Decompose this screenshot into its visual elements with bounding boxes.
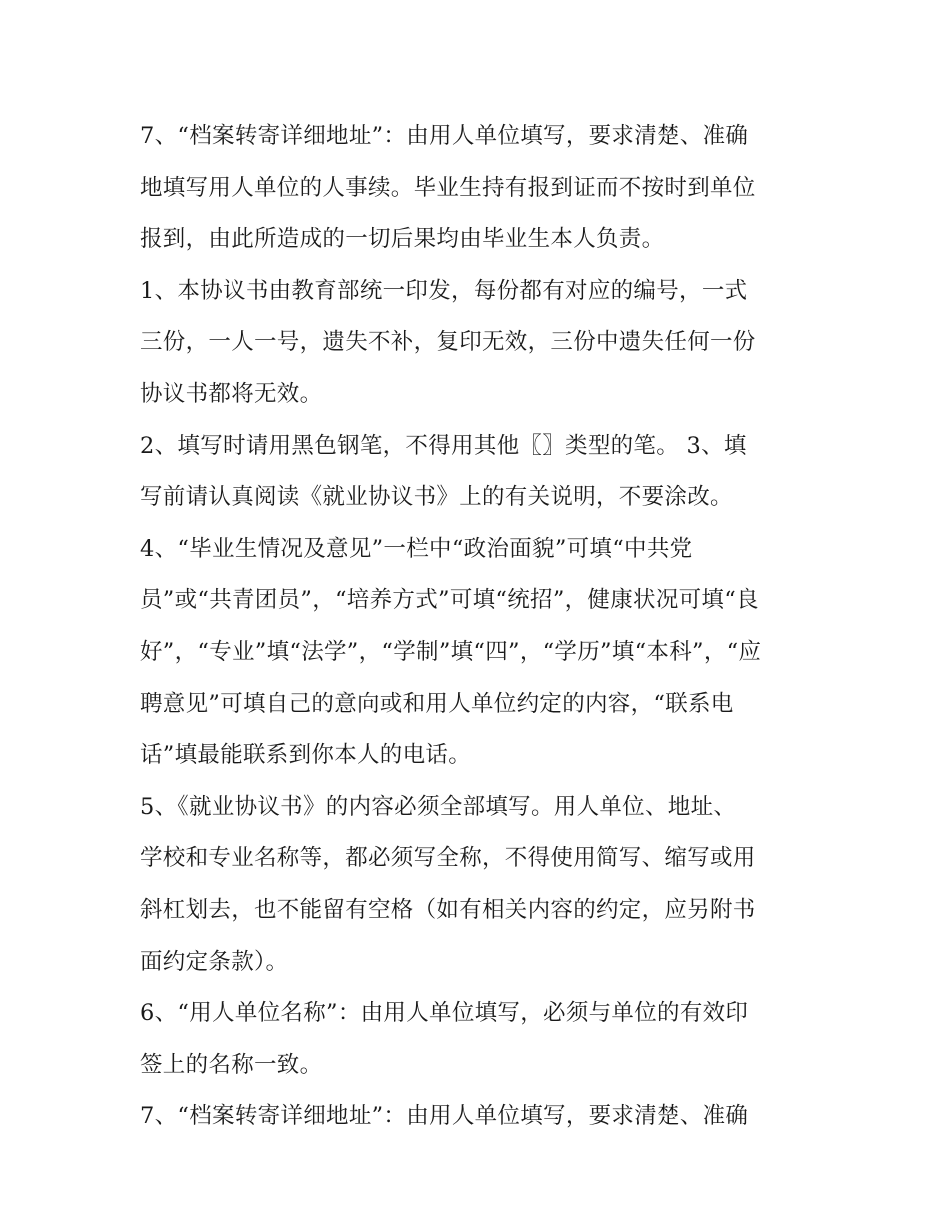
text-line: 4、“毕业生情况及意见”一栏中“政治面貌”可填“中共党: [140, 535, 693, 562]
text-line: 1、本协议书由教育部统一印发，每份都有对应的编号，一式: [140, 277, 748, 304]
text-line: 聘意见”可填自己的意向或和用人单位约定的内容，“联系电: [140, 690, 734, 717]
text-line: 学校和专业名称等，都必须写全称，不得使用简写、缩写或用: [140, 845, 756, 872]
text-line: 7、“档案转寄详细地址”：由用人单位填写，要求清楚、准确: [140, 1103, 749, 1130]
text-line: 三份，一人一号，遗失不补，复印无效，三份中遗失任何一份: [140, 329, 756, 356]
text-line: 协议书都将无效。: [140, 380, 323, 407]
text-line: 员”或“共青团员”，“培养方式”可填“统招”，健康状况可填“良: [140, 587, 759, 614]
text-line: 6、“用人单位名称”：由用人单位填写，必须与单位的有效印: [140, 1000, 749, 1027]
text-line: 报到，由此所造成的一切后果均由毕业生本人负责。: [140, 226, 665, 253]
text-line: 好”，“专业”填“法学”，“学制”填“四”，“学历”填“本科”，“应: [140, 638, 762, 665]
paragraph-item-4: [140, 524, 820, 782]
paragraph-item-6: [140, 988, 820, 1091]
text-line: 面约定条款）。: [140, 948, 289, 975]
text-line: 斜杠划去，也不能留有空格（如有相关内容的约定，应另附书: [140, 896, 756, 923]
paragraph-item-2-3: [140, 421, 820, 524]
text-line: 写前请认真阅读《就业协议书》上的有关说明，不要涂改。: [140, 484, 733, 511]
text-line: 签上的名称一致。: [140, 1051, 323, 1078]
paragraph-item-1: [140, 266, 820, 421]
text-line: 5、《就业协议书》的内容必须全部填写。用人单位、地址、: [140, 793, 737, 820]
paragraph-item-5: [140, 782, 820, 988]
text-line: 7、“档案转寄详细地址”：由用人单位填写，要求清楚、准确: [140, 123, 749, 149]
document-body: [140, 111, 820, 1143]
text-line: 话”填最能联系到你本人的电话。: [140, 742, 472, 769]
text-line: 地填写用人单位的人事续。毕业生持有报到证而不按时到单位: [140, 174, 756, 201]
text-line: 2、填写时请用黑色钢笔，不得用其他〖〗类型的笔。 3、填: [140, 432, 747, 459]
paragraph-archive-address: [140, 111, 820, 266]
paragraph-item-7: [140, 1091, 820, 1143]
